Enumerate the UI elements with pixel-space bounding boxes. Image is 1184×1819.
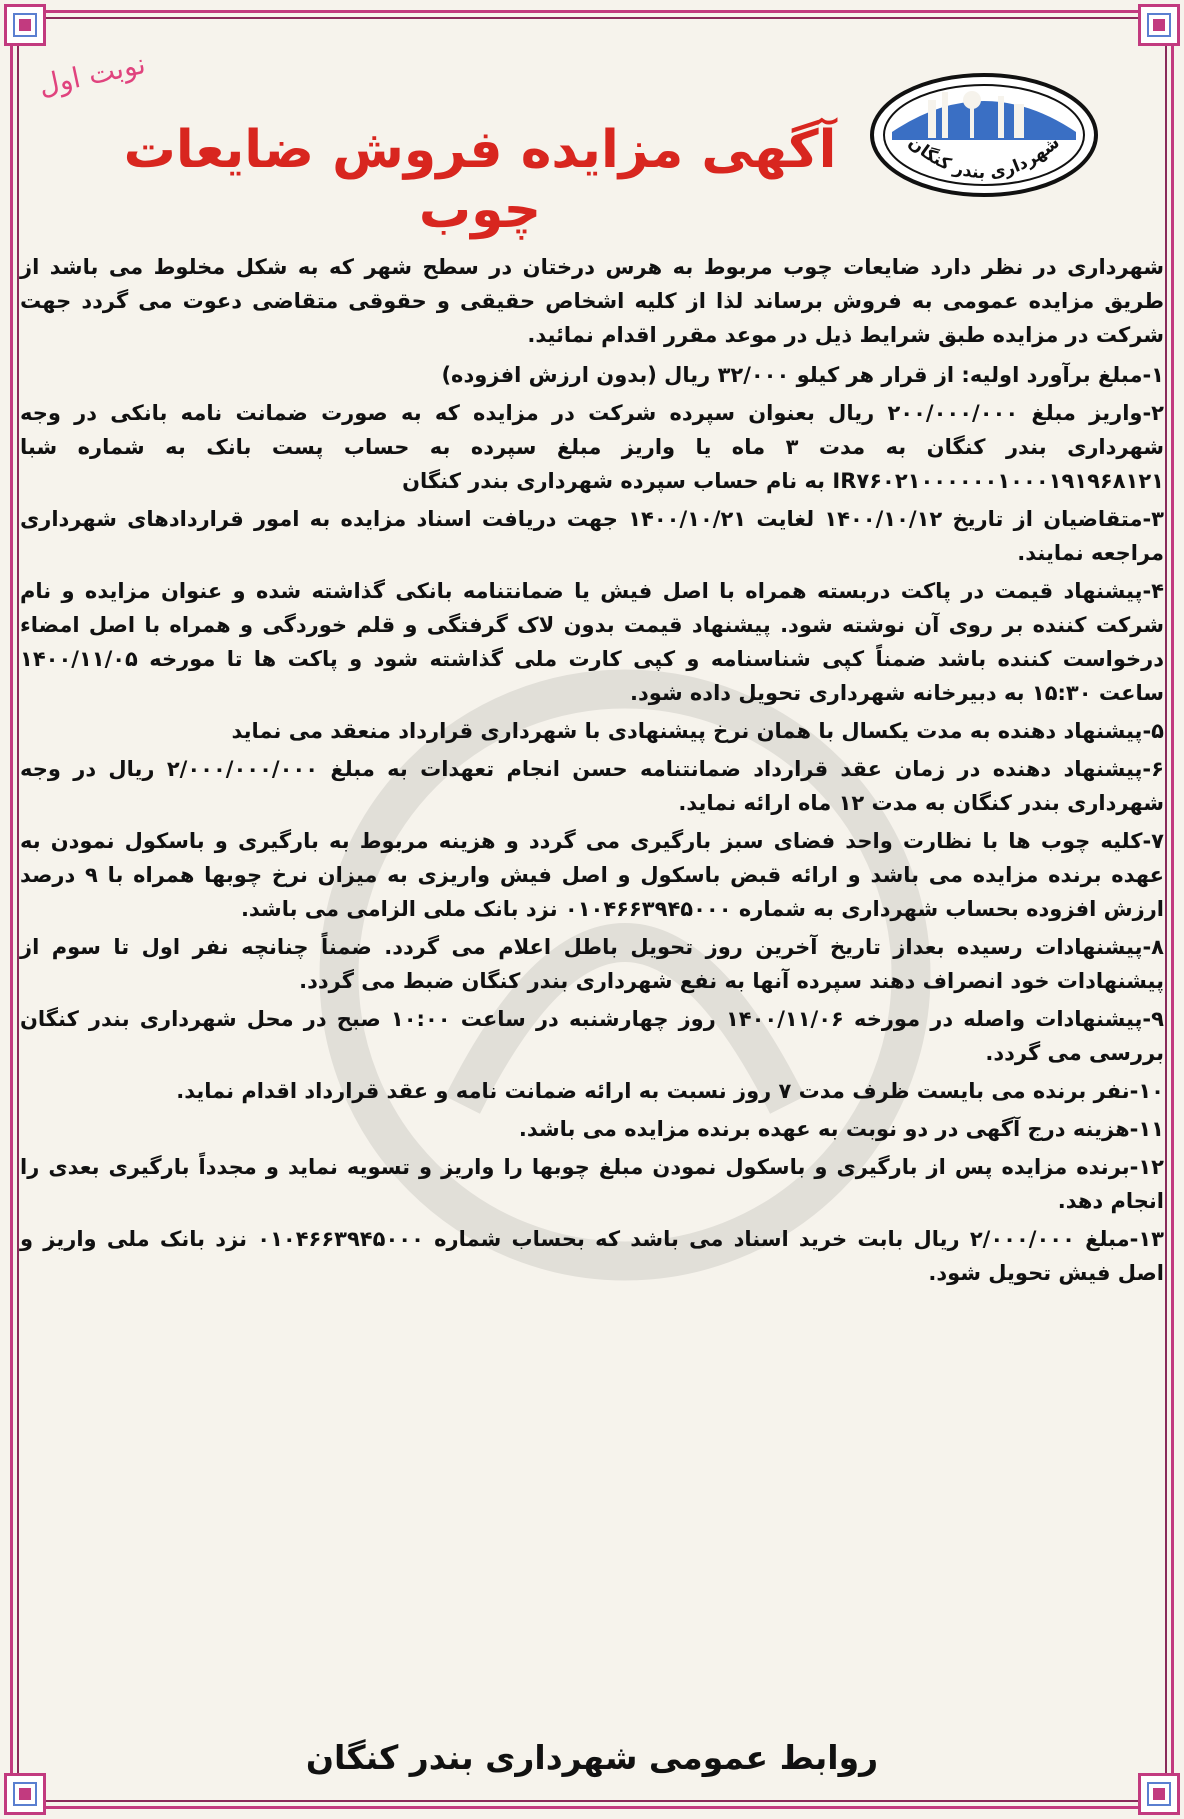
list-item: ۴-پیشنهاد قیمت در پاکت دربسته همراه با اصل فیش یا ضمانتنامه بانکی گذاشته شده و عنوان مزایده و نام شرکت کننده بر روی آن نوشته شود. پیشنهاد قیمت بدون لاک گرفتگی و قلم خوردگی و همراه با اصل امضاء درخواست کننده باشد ضمناً کپی شناسنامه و کپی کارت ملی گذاشته شود و پاکت ها تا مورخه ۱۴۰۰/۱۱/۰۵ ساعت ۱۵:۳۰ به دبیرخانه شهرداری تحویل داده شود. xyxy=(20,579,1164,705)
list-item: ۷-کلیه چوب ها با نظارت واحد فضای سبز بارگیری می گردد و هزینه مربوط به بارگیری و باسکول نمودن به عهده برنده مزایده می باشد و ارائه قبض باسکول و اصل فیش واریزی به میزان نرخ چوبها همراه با ۹ درصد ارزش افزوده بحساب شهرداری به شماره ۰۱۰۴۶۶۳۹۴۵۰۰۰ نزد بانک ملی الزامی می باشد. xyxy=(20,829,1165,921)
corner-ornament xyxy=(4,4,46,46)
list-item: ۲-واریز مبلغ ۲۰۰/۰۰۰/۰۰۰ ریال بعنوان سپرده شرکت در مزایده که به صورت ضمانت نامه بانکی در وجه شهرداری بندر کنگان به مدت ۳ ماه یا واریز مبلغ سپرده به حساب پست بانک به شماره شبا IR۷۶۰۲۱۰۰۰۰۰۰۱۰۰۰۱۹۱۹۶۸۱۲۱ به نام حساب سپرده شهرداری بندر کنگان xyxy=(20,401,1164,493)
corner-ornament xyxy=(4,1773,46,1815)
list-item: ۱۱-هزینه درج آگهی در دو نوبت به عهده برنده مزایده می باشد. xyxy=(518,1117,1164,1141)
list-item: ۵-پیشنهاد دهنده به مدت یکسال با همان نرخ پیشنهادی با شهرداری قرارداد منعقد می نماید xyxy=(231,719,1164,743)
municipality-logo xyxy=(868,70,1100,200)
announcement-body xyxy=(20,250,1164,1294)
corner-ornament xyxy=(1138,4,1180,46)
list-item: ۱۲-برنده مزایده پس از بارگیری و باسکول نمودن مبلغ چوبها را واریز و تسویه نماید و مجدداً بارگیری بعدی را انجام دهد. xyxy=(20,1155,1164,1213)
intro-paragraph: شهرداری در نظر دارد ضایعات چوب مربوط به هرس درختان در سطح شهر که به شکل مخلوط می باشد از طریق مزایده عمومی به فروش برساند لذا از کلیه اشخاص حقیقی و حقوقی متقاضی دعوت می گردد جهت شرکت در مزایده طبق شرایط ذیل در موعد مقرر اقدام نمائید. xyxy=(20,255,1164,347)
list-item: ۸-پیشنهادات رسیده بعداز تاریخ آخرین روز تحویل باطل اعلام می گردد. ضمناً چنانچه نفر اول تا سوم از پیشنهادات خود انصراف دهند سپرده آنها به نفع شهرداری بندر کنگان ضبط می گردد. xyxy=(20,935,1164,993)
page-title: آگهی مزایده فروش ضایعات چوب xyxy=(123,120,837,240)
list-item: ۳-متقاضیان از تاریخ ۱۴۰۰/۱۰/۱۲ لغایت ۱۴۰۰/۱۰/۲۱ جهت دریافت اسناد مزایده به امور قراردادهای شهرداری مراجعه نمایند. xyxy=(20,507,1164,565)
round-label: نوبت اول xyxy=(35,47,149,102)
corner-ornament xyxy=(1138,1773,1180,1815)
list-item: ۱۰-نفر برنده می بایست ظرف مدت ۷ روز نسبت به ارائه ضمانت نامه و عقد قرارداد اقدام نماید. xyxy=(176,1079,1164,1103)
logo-caption: شهرداری بندر کنگان xyxy=(904,132,1064,184)
list-item: ۱۳-مبلغ ۲/۰۰۰/۰۰۰ ریال بابت خرید اسناد می باشد که بحساب شماره ۰۱۰۴۶۶۳۹۴۵۰۰۰ نزد بانک ملی واریز و اصل فیش تحویل شود. xyxy=(20,1227,1164,1285)
footer-signature: روابط عمومی شهرداری بندر کنگان xyxy=(305,1738,879,1777)
list-item: ۹-پیشنهادات واصله در مورخه ۱۴۰۰/۱۱/۰۶ روز چهارشنبه در ساعت ۱۰:۰۰ صبح در محل شهرداری بندر کنگان بررسی می گردد. xyxy=(20,1007,1164,1065)
list-item: ۶-پیشنهاد دهنده در زمان عقد قرارداد ضمانتنامه حسن انجام تعهدات به مبلغ ۲/۰۰۰/۰۰۰/۰۰۰ ریال در وجه شهرداری بندر کنگان به مدت ۱۲ ماه ارائه نماید. xyxy=(20,757,1164,815)
list-item: ۱-مبلغ برآورد اولیه: از قرار هر کیلو ۳۲/۰۰۰ ریال (بدون ارزش افزوده) xyxy=(441,363,1164,387)
